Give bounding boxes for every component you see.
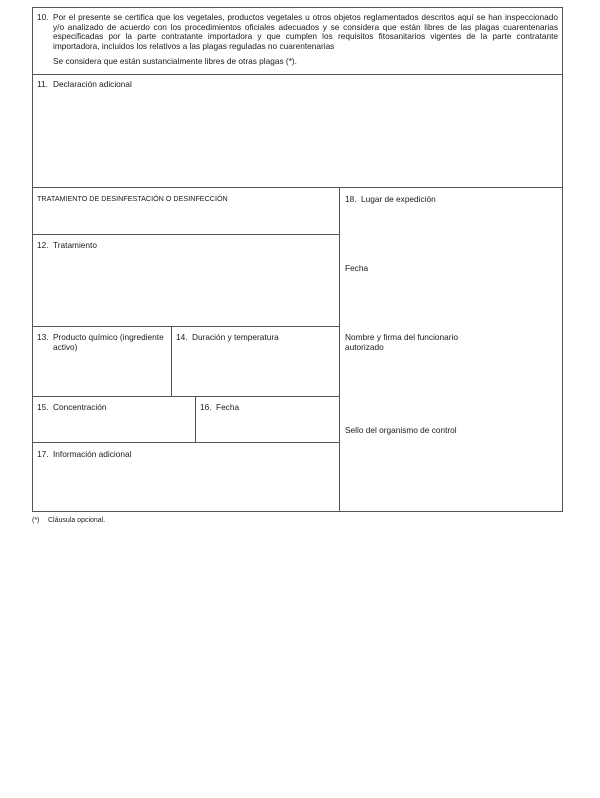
footnote-text: Cláusula opcional. (48, 517, 106, 524)
box16-label: Fecha (216, 402, 240, 412)
box15-label: Concentración (53, 402, 107, 412)
box18-signature-label: Nombre y firma del funcionario autorizado (345, 332, 458, 352)
box18-label: Lugar de expedición (361, 194, 436, 204)
box13-number: 13. (37, 332, 49, 342)
box11-number: 11. (37, 79, 48, 89)
divider-box15-box16 (195, 396, 196, 442)
box10-other-pests: Se considera que están sustancialmente libres de otras plagas (*). (53, 56, 297, 66)
box18-seal-label: Sello del organismo de control (345, 425, 457, 435)
divider-box13-box15 (32, 396, 339, 397)
divider-box13-box14 (171, 326, 172, 396)
box12-label: Tratamiento (53, 240, 97, 250)
box18-date-label: Fecha (345, 263, 369, 273)
box13-label: Producto químico (ingrediente activo) (53, 332, 164, 352)
box10-statement: Por el presente se certifica que los vegetales, productos vegetales u otros objetos reglamentados descritos aquí se han inspeccionado y/o analizado de acuerdo con los procedimientos oficiales adecuados y se considera que están libres de las plagas cuarentenarias especificadas por la parte contratante importadora y que cumplen los requisitos fitosanitarios vigentes de la parte contratante importadora, incluidos los relativos a las plagas reguladas no cuarentenarias (53, 12, 558, 51)
box18-number: 18. (345, 194, 357, 204)
divider-box11-treatment (32, 187, 563, 188)
treatment-header: TRATAMIENTO DE DESINFESTACIÓN O DESINFECCIÓN (37, 194, 228, 203)
box16-number: 16. (200, 402, 212, 412)
footnote-marker: (*) (32, 517, 40, 524)
divider-box18 (339, 187, 340, 512)
box15-number: 15. (37, 402, 49, 412)
box12-number: 12. (37, 240, 49, 250)
divider-box15-box17 (32, 442, 339, 443)
divider-header-box12 (32, 234, 339, 235)
box17-label: Información adicional (53, 449, 132, 459)
box17-number: 17. (37, 449, 49, 459)
box10-number: 10. (37, 12, 49, 22)
box14-label: Duración y temperatura (192, 332, 279, 342)
divider-box12-box13 (32, 326, 339, 327)
box11-label: Declaración adicional (53, 79, 132, 89)
box14-number: 14. (176, 332, 188, 342)
divider-box10-box11 (32, 74, 563, 75)
